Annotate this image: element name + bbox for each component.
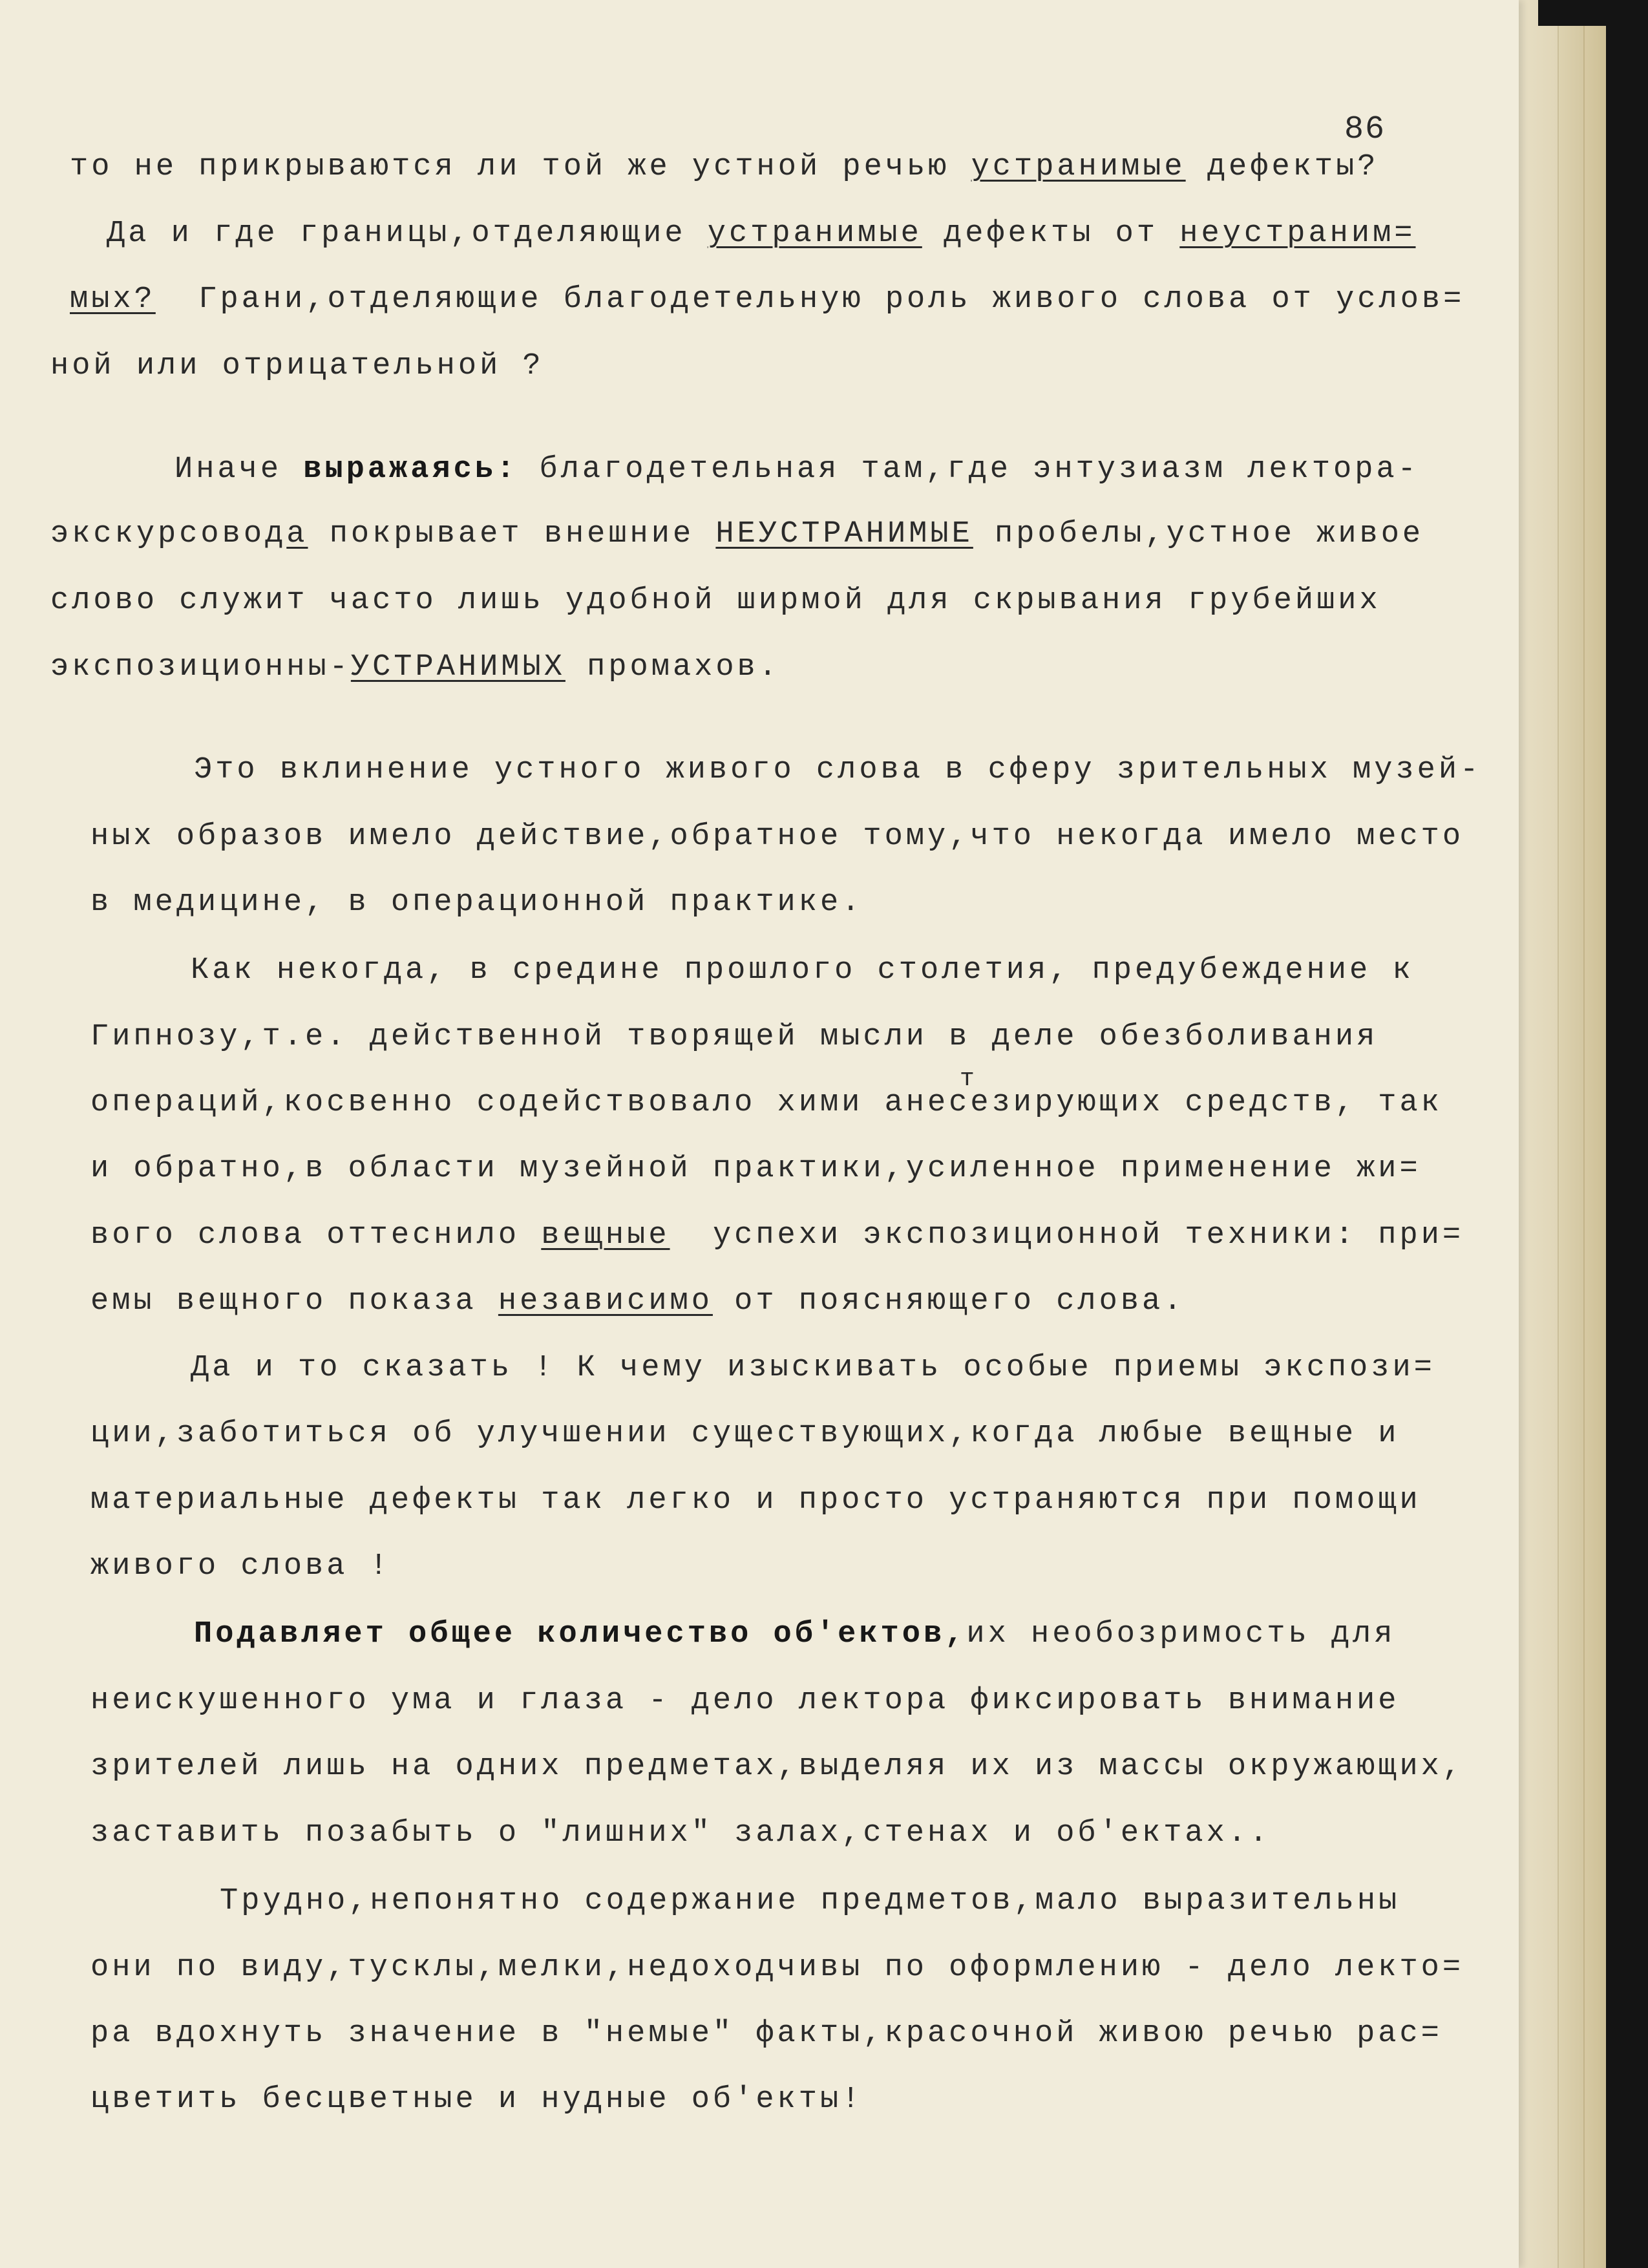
text-segment: мых?: [70, 282, 156, 317]
background: [1538, 0, 1648, 26]
text-segment: пробелы,устное живое: [973, 517, 1424, 551]
text-segment: от поясняющего слова.: [712, 1284, 1185, 1319]
text-segment: экскурсовод: [50, 517, 287, 551]
page-number: 86: [1344, 111, 1386, 148]
text-segment: промахов.: [565, 650, 780, 684]
text-segment: живого слова !: [90, 1549, 391, 1584]
text-line: [90, 1483, 1421, 1518]
text-line: [90, 1549, 391, 1584]
text-segment: устранимые: [707, 217, 922, 251]
text-line: [90, 1284, 1185, 1319]
text-segment: дефекты?: [1185, 150, 1379, 184]
text-segment: неискушенного ума и глаза - дело лектора фиксировать внимание: [90, 1684, 1400, 1718]
text-line: [194, 1617, 1395, 1651]
text-segment: НЕУСТРАНИМЫЕ: [715, 517, 973, 551]
text-segment: Гипнозу,т.е. действенной творящей мысли в деле обезболивания: [90, 1020, 1379, 1054]
text-segment: Подавляет общее количество об'ектов,: [194, 1617, 967, 1651]
text-segment: ной или отрицательной ?: [50, 349, 544, 383]
text-line: [90, 2083, 863, 2117]
text-line: [90, 1086, 1442, 1120]
text-segment: материальные дефекты так легко и просто устраняются при помощи: [90, 1483, 1421, 1518]
text-line: [191, 1351, 1435, 1385]
text-line: [194, 753, 1481, 787]
text-segment: неустраним=: [1179, 217, 1416, 251]
text-segment: Грани,отделяющие благодетельную роль живого слова от услов=: [155, 282, 1465, 317]
insertion-mark: т: [960, 1065, 978, 1093]
text-line: [90, 1951, 1464, 1985]
text-line: [50, 517, 1424, 551]
text-segment: их необозримость для: [966, 1617, 1396, 1651]
text-line: [70, 150, 1379, 184]
text-segment: заставить позабыть о "лишних" залах,стенах и об'ектах..: [90, 1816, 1271, 1850]
text-segment: вого слова оттеснило: [90, 1218, 542, 1253]
text-segment: емы вещного показа: [90, 1284, 498, 1319]
text-line: [50, 584, 1381, 618]
text-segment: Это вклинение устного живого слова в сферу зрительных музей-: [194, 753, 1482, 787]
text-line: [191, 953, 1414, 988]
text-line: [90, 1750, 1464, 1784]
text-segment: Трудно,непонятно содержание предметов,мало выразительны: [220, 1884, 1400, 1918]
text-line: [50, 650, 780, 684]
text-line: [90, 1020, 1378, 1054]
text-segment: слово служит часто лишь удобной ширмой для скрывания грубейших: [50, 584, 1381, 618]
text-segment: в медицине, в операционной практике.: [90, 885, 863, 920]
text-line: [107, 217, 1416, 251]
text-line: [90, 1152, 1421, 1186]
text-segment: Да и где границы,отделяющие: [107, 217, 708, 251]
text-segment: успехи экспозиционной техники: при=: [670, 1218, 1464, 1253]
text-line: [90, 820, 1464, 854]
text-line: [90, 1218, 1464, 1253]
text-segment: цветить бесцветные и нудные об'екты!: [90, 2083, 863, 2117]
text-line: [90, 885, 863, 920]
text-segment: ра вдохнуть значение в "немые" факты,красочной живою речью рас=: [90, 2017, 1442, 2051]
text-line: [90, 1816, 1271, 1850]
text-segment: Иначе: [174, 452, 304, 487]
text-segment: операций,косвенно содействовало хими анесезирующих средств, так: [90, 1086, 1442, 1120]
text-segment: и обратно,в области музейной практики,усиленное применение жи=: [90, 1152, 1421, 1186]
text-segment: устранимые: [971, 150, 1186, 184]
text-line: [90, 1684, 1399, 1718]
background: [1606, 0, 1648, 2268]
text-line: [50, 349, 544, 383]
text-segment: зрителей лишь на одних предметах,выделяя их из массы окружающих,: [90, 1750, 1464, 1784]
text-segment: благодетельная там,где энтузиазм лектора-: [518, 452, 1419, 487]
text-segment: выражаясь:: [303, 452, 518, 487]
text-segment: вещные: [541, 1218, 670, 1253]
text-segment: экспозиционны-: [50, 650, 351, 684]
text-segment: то не прикрываются ли той же устной речью: [70, 150, 971, 184]
page-edge: [1583, 0, 1607, 2268]
text-segment: независимо: [498, 1284, 713, 1319]
text-segment: покрывает внешние: [308, 517, 716, 551]
page-edge: [1558, 0, 1585, 2268]
text-segment: Как некогда, в средине прошлого столетия, предубеждение к: [191, 953, 1414, 988]
text-segment: ных образов имело действие,обратное тому,что некогда имело место: [90, 820, 1464, 854]
text-line: [90, 2017, 1442, 2051]
text-segment: они по виду,тусклы,мелки,недоходчивы по оформлению - дело лекто=: [90, 1951, 1464, 1985]
text-segment: дефекты от: [922, 217, 1180, 251]
text-line: [220, 1884, 1400, 1918]
text-segment: УСТРАНИМЫХ: [350, 650, 565, 684]
text-segment: Да и то сказать ! К чему изыскивать особые приемы экспози=: [191, 1351, 1435, 1385]
text-line: [174, 452, 1419, 487]
text-line: [70, 282, 1464, 317]
text-segment: а: [286, 517, 308, 551]
text-line: [90, 1417, 1399, 1451]
text-segment: ции,заботиться об улучшении существующих,когда любые вещные и: [90, 1417, 1400, 1451]
